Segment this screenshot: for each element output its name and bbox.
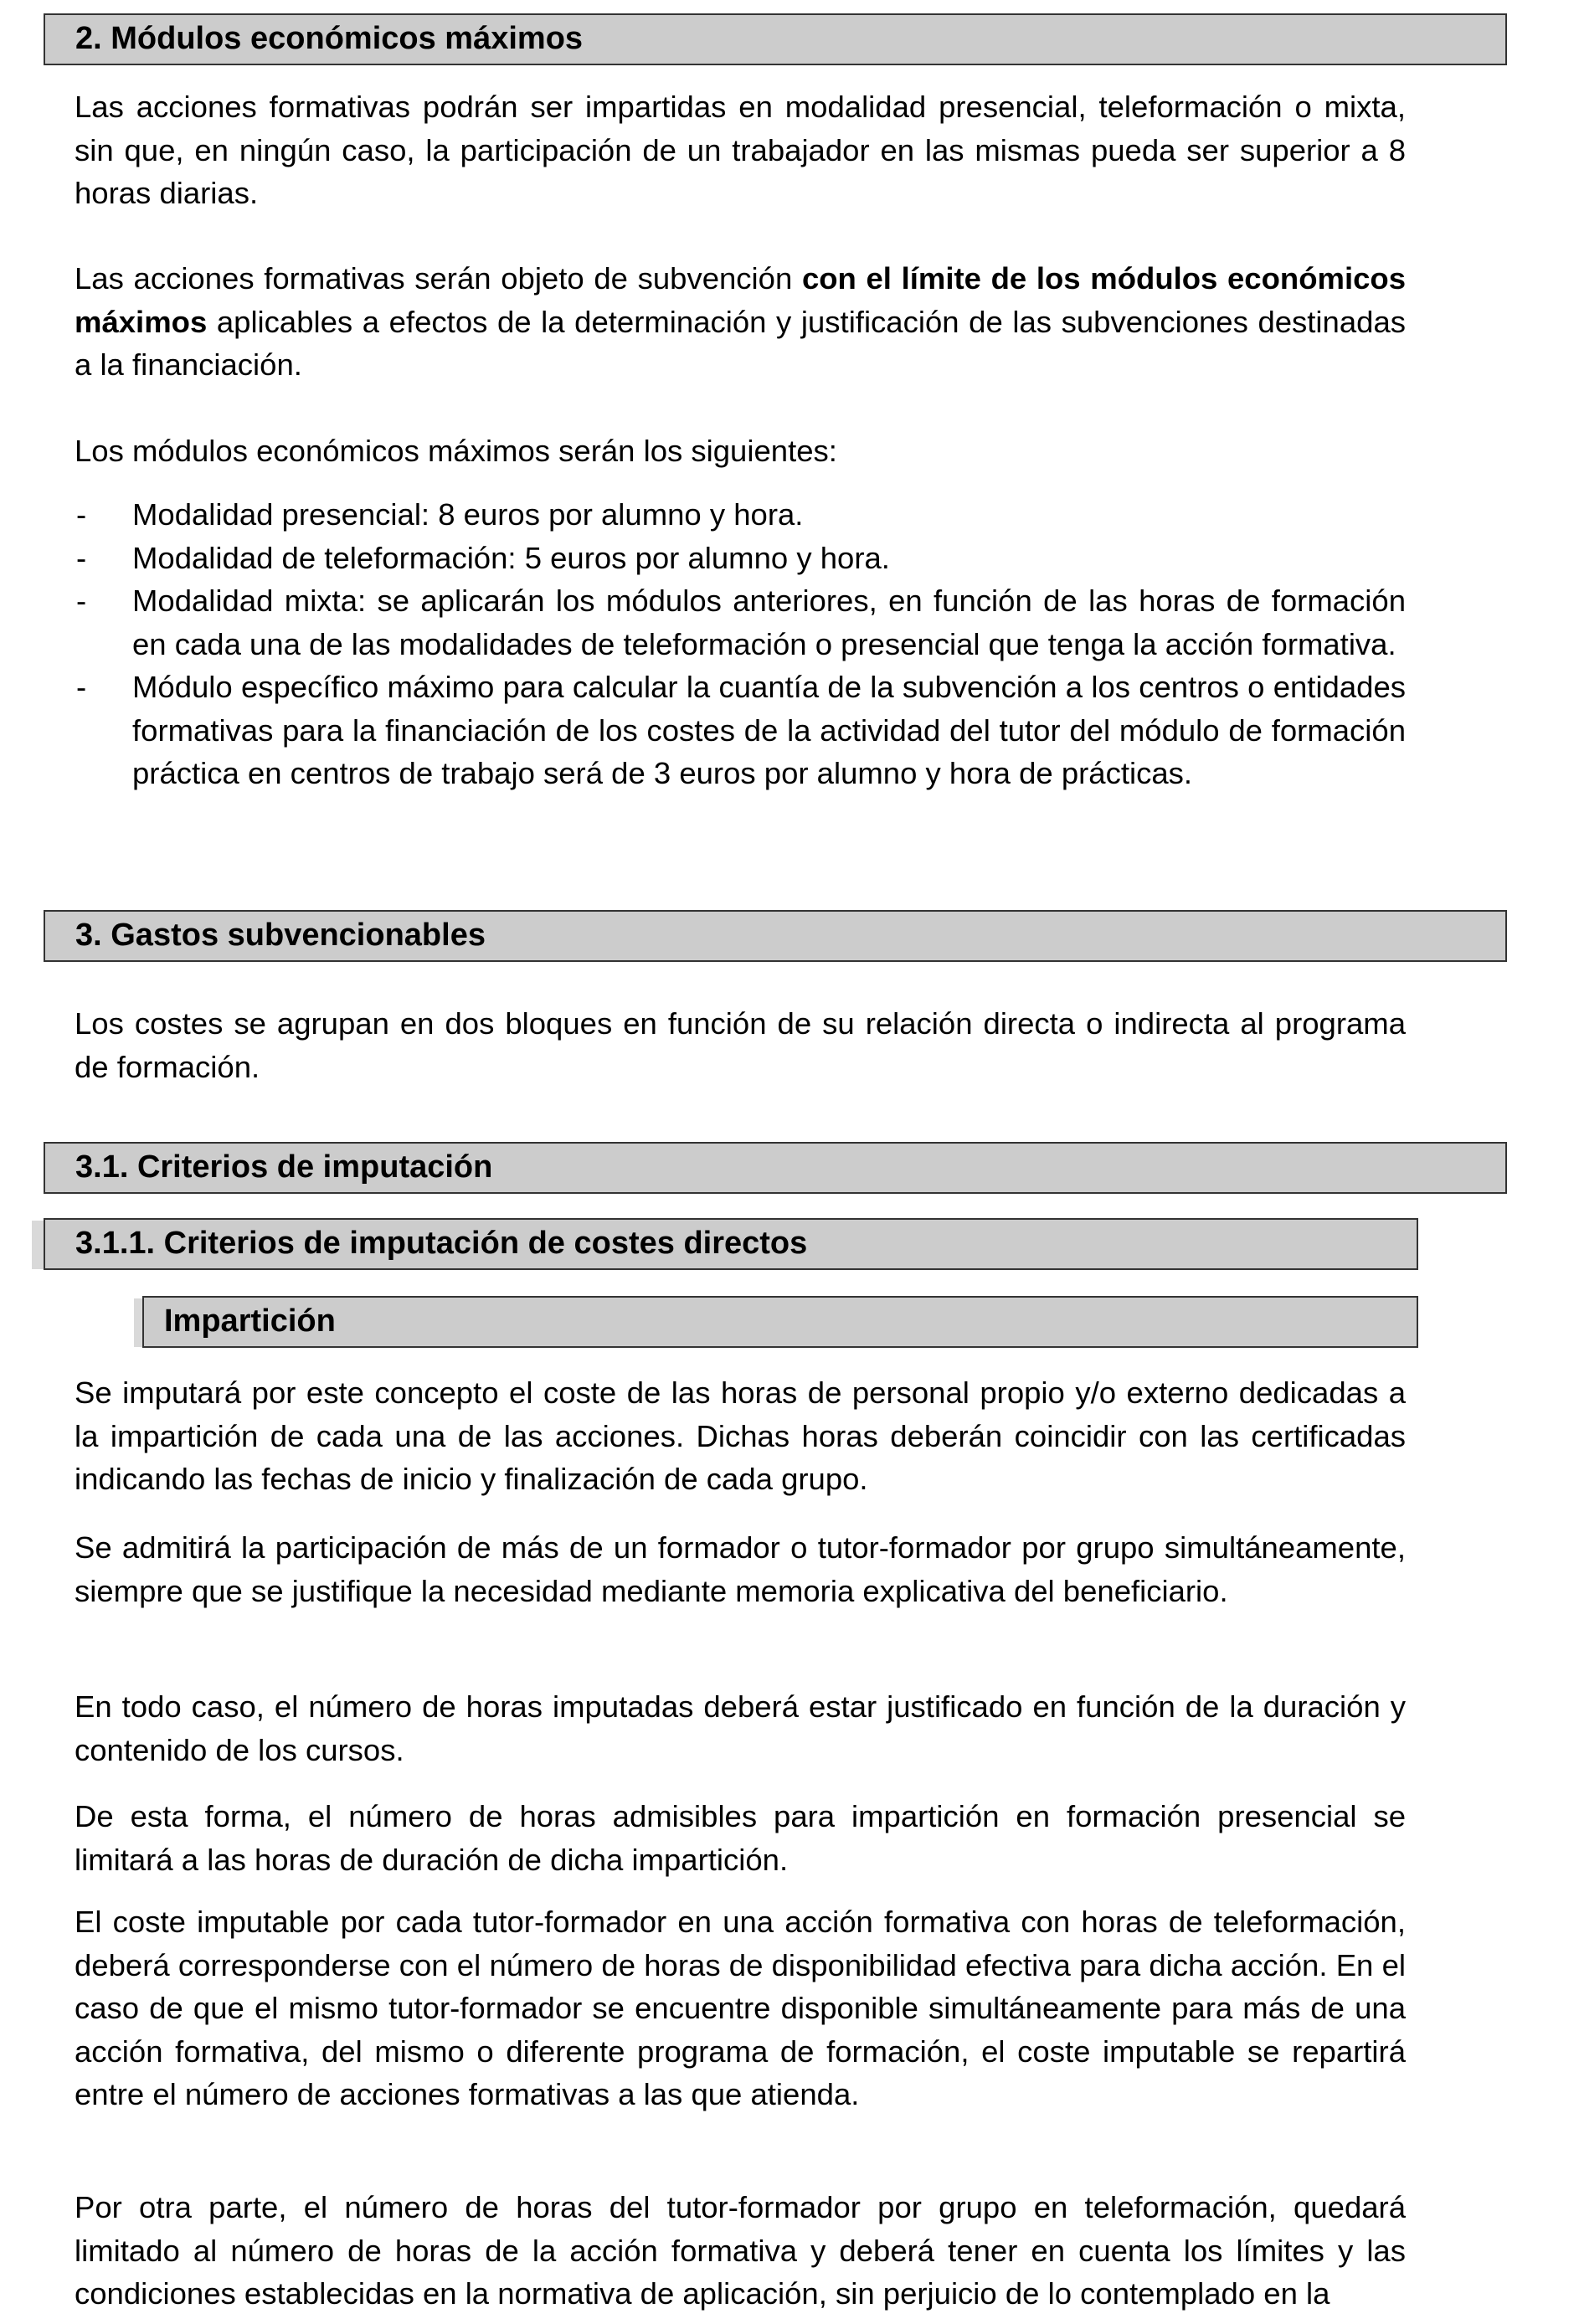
modulos-list: [75, 493, 1406, 795]
paragraph-coste-tutor-formador: El coste imputable por cada tutor-formador en una acción formativa con horas de teleformación, deberá corresponderse con el número de horas de disponibilidad efectiva para dicha acción. En el caso de que el mismo tutor-formador se encuentre disponible simultáneamente para más de una acción formativa, del mismo o diferente programa de formación, el coste imputable se repartirá entre el número de acciones formativas a las que atienda.: [75, 1905, 1406, 2111]
section-3-1-1-heading-text: 3.1.1. Criterios de imputación de costes directos: [75, 1226, 808, 1261]
section-3-1-heading: [44, 1142, 1507, 1194]
section-2-heading-text: 2. Módulos económicos máximos: [75, 21, 584, 56]
list-item: - Modalidad de teleformación: 5 euros por alumno y hora.: [76, 540, 890, 575]
paragraph-costes-bloques: Los costes se agrupan en dos bloques en función de su relación directa o indirecta al programa de formación.: [75, 1006, 1406, 1084]
paragraph-mas-de-un-formador: Se admitirá la participación de más de un formador o tutor-formador por grupo simultáneamente, siempre que se justifique la necesidad mediante memoria explicativa del beneficiario.: [75, 1530, 1406, 1608]
section-3-1-1-heading: [44, 1218, 1418, 1270]
paragraph-horas-admisibles: De esta forma, el número de horas admisibles para impartición en formación presencial se limitará a las horas de duración de dicha impartición.: [75, 1799, 1406, 1877]
paragraph-imputacion-horas: Se imputará por este concepto el coste de las horas de personal propio y/o externo dedicadas a la impartición de cada una de las acciones. Dichas horas deberán coincidir con las certificadas indicando las fechas de inicio y finalización de cada grupo.: [75, 1375, 1406, 1496]
section-3-1-heading-text: 3.1. Criterios de imputación: [75, 1149, 493, 1185]
imparticion-heading: [142, 1296, 1418, 1348]
list-item: - Modalidad presencial: 8 euros por alumno y hora.: [76, 497, 804, 532]
section-2-heading: [44, 13, 1507, 65]
list-item: - Módulo específico máximo para calcular la cuantía de la subvención a los centros o entidades formativas para la financiación de los costes de la actividad del tutor del módulo de formación práctica en centros de trabajo será de 3 euros por alumno y hora de prácticas.: [76, 670, 1406, 790]
section-3-heading: [44, 910, 1507, 962]
imparticion-heading-text: Impartición: [164, 1303, 336, 1339]
paragraph-modalidades: Las acciones formativas podrán ser impartidas en modalidad presencial, teleformación o mixta, sin que, en ningún caso, la participación de un trabajador en las mismas pueda ser superior a 8 horas diarias.: [75, 90, 1406, 210]
list-item: - Modalidad mixta: se aplicarán los módulos anteriores, en función de las horas de formación en cada una de las modalidades de teleformación o presencial que tenga la acción formativa.: [76, 584, 1406, 661]
paragraph-horas-teleformacion: Por otra parte, el número de horas del tutor-formador por grupo en teleformación, quedará limitado al número de horas de la acción formativa y deberá tener en cuenta los límites y las condiciones establecidas en la normativa de aplicación, sin perjuicio de lo contemplado en la: [75, 2190, 1406, 2311]
paragraph-horas-justificadas: En todo caso, el número de horas imputadas deberá estar justificado en función de la duración y contenido de los cursos.: [75, 1689, 1406, 1767]
paragraph-subvencion-limite: Las acciones formativas serán objeto de subvención con el límite de los módulos económicos máximos aplicables a efectos de la determinación y justificación de las subvenciones destinadas a la financiación.: [75, 261, 1406, 382]
paragraph-modulos-intro: Los módulos económicos máximos serán los siguientes:: [75, 434, 837, 468]
bold-limite-modulos: con el límite de los módulos económicos máximos: [75, 261, 1406, 339]
section-3-heading-text: 3. Gastos subvencionables: [75, 918, 486, 953]
